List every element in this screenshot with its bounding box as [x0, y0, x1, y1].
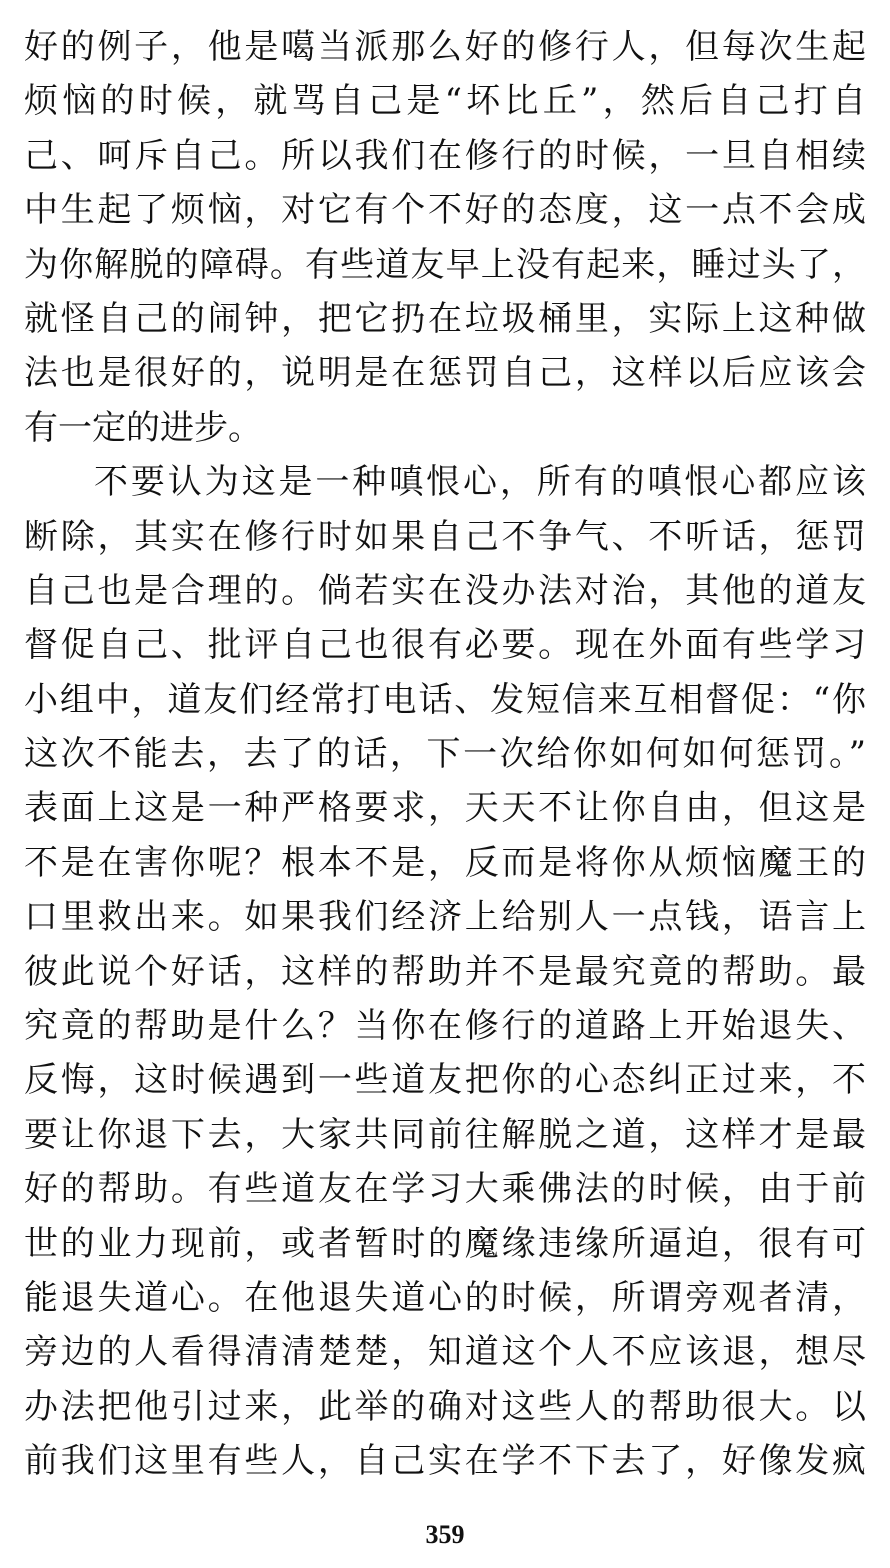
text-line: 好的帮助。有些道友在学习大乘佛法的时候，由于前 [24, 1169, 866, 1210]
text-line: 表面上这是一种严格要求，天天不让你自由，但这是 [24, 788, 866, 829]
text-line: 前我们这里有些人，自己实在学不下去了，好像发疯 [24, 1441, 866, 1482]
text-line: 反悔，这时候遇到一些道友把你的心态纠正过来，不 [24, 1060, 866, 1101]
text-line: 旁边的人看得清清楚楚，知道这个人不应该退，想尽 [24, 1332, 866, 1373]
text-line: 法也是很好的，说明是在惩罚自己，这样以后应该会 [24, 353, 866, 394]
text-line: 要让你退下去，大家共同前往解脱之道，这样才是最 [24, 1114, 866, 1155]
text-line: 断除，其实在修行时如果自己不争气、不听话，惩罚 [24, 516, 866, 557]
page-number: 359 [425, 1520, 465, 1549]
text-line: 能退失道心。在他退失道心的时候，所谓旁观者清， [24, 1277, 866, 1318]
text-line: 世的业力现前，或者暂时的魔缘违缘所逼迫，很有可 [24, 1223, 866, 1264]
text-line: 自己也是合理的。倘若实在没办法对治，其他的道友 [24, 570, 866, 611]
body-text [24, 20, 866, 1489]
text-line: 有一定的进步。 [24, 407, 262, 448]
text-line: 烦恼的时候，就骂自己是“坏比丘”，然后自己打自 [24, 81, 866, 122]
text-line-paragraph-start: 不要认为这是一种嗔恨心，所有的嗔恨心都应该 [94, 462, 866, 503]
text-line: 不是在害你呢？根本不是，反而是将你从烦恼魔王的 [24, 842, 866, 883]
text-line: 中生起了烦恼，对它有个不好的态度，这一点不会成 [24, 190, 866, 231]
text-line: 办法把他引过来，此举的确对这些人的帮助很大。以 [24, 1386, 866, 1427]
text-line: 彼此说个好话，这样的帮助并不是最究竟的帮助。最 [24, 951, 866, 992]
text-line: 己、呵斥自己。所以我们在修行的时候，一旦自相续 [24, 135, 866, 176]
text-line: 小组中，道友们经常打电话、发短信来互相督促：“你 [24, 679, 866, 720]
text-line: 就怪自己的闹钟，把它扔在垃圾桶里，实际上这种做 [24, 298, 866, 339]
text-line: 为你解脱的障碍。有些道友早上没有起来，睡过头了， [24, 244, 866, 285]
text-line: 究竟的帮助是什么？当你在修行的道路上开始退失、 [24, 1006, 866, 1047]
text-line: 督促自己、批评自己也很有必要。现在外面有些学习 [24, 625, 866, 666]
text-line: 好的例子，他是噶当派那么好的修行人，但每次生起 [24, 27, 866, 67]
text-line: 口里救出来。如果我们经济上给别人一点钱，语言上 [24, 897, 866, 938]
text-line: 这次不能去，去了的话，下一次给你如何如何惩罚。” [24, 734, 866, 775]
